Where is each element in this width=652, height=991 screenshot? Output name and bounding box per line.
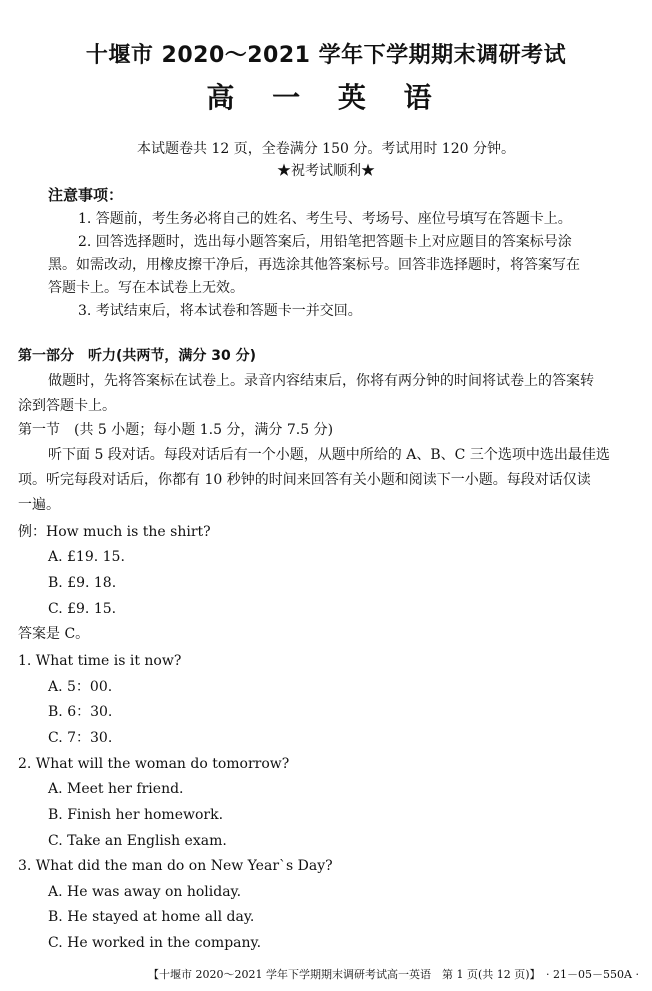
example-question: 例：How much is the shirt? [18, 524, 211, 540]
notice-line-1: 1. 答题前，考生务必将自己的姓名、考生号、考场号、座位号填写在答题卡上。 [78, 211, 572, 227]
example-option-c: C. £9. 15. [48, 601, 117, 617]
question-1-option-a: A. 5：00. [48, 679, 113, 695]
example-option-b: B. £9. 18. [48, 575, 117, 591]
section1-instruction-1: 听下面 5 段对话。每段对话后有一个小题，从题中所给的 A、B、C 三个选项中选出最佳选 [48, 447, 610, 463]
section1-heading: 第一节 (共 5 小题；每小题 1.5 分，满分 7.5 分) [18, 422, 334, 438]
example-option-a: A. £19. 15. [48, 549, 125, 565]
notice-line-3: 黑。如需改动，用橡皮擦干净后，再选涂其他答案标号。回答非选择题时，将答案写在 [48, 257, 580, 273]
question-2: 2. What will the woman do tomorrow? [18, 756, 290, 772]
part1-instruction-2: 涂到答题卡上。 [18, 398, 116, 414]
section1-instruction-3: 一遍。 [18, 497, 60, 513]
notice-line-4: 答题卡上。写在本试卷上无效。 [48, 280, 244, 296]
notice-line-5: 3. 考试结束后，将本试卷和答题卡一并交回。 [78, 303, 362, 319]
question-3: 3. What did the man do on New Year`s Day? [18, 858, 333, 874]
section1-instruction-2: 项。听完每段对话后，你都有 10 秒钟的时间来回答有关小题和阅读下一小题。每段对话仅读 [18, 472, 591, 488]
question-3-option-a: A. He was away on holiday. [48, 884, 242, 900]
example-answer: 答案是 C。 [18, 626, 90, 642]
good-luck-line: ★祝考试顺利★ [277, 163, 375, 179]
notice-heading: 注意事项： [48, 186, 124, 204]
part1-heading: 第一部分 听力(共两节，满分 30 分) [18, 348, 257, 364]
question-3-option-b: B. He stayed at home all day. [48, 909, 255, 925]
question-1-option-b: B. 6：30. [48, 704, 113, 720]
question-2-option-c: C. Take an English exam. [48, 833, 227, 849]
question-1-option-c: C. 7：30. [48, 730, 113, 746]
subject-title: 高 一 英 语 [206, 81, 446, 114]
question-1: 1. What time is it now? [18, 653, 182, 669]
exam-title: 十堰市 2020～2021 学年下学期期末调研考试 [85, 43, 567, 68]
part1-instruction-1: 做题时，先将答案标在试卷上。录音内容结束后，你将有两分钟的时间将试卷上的答案转 [48, 373, 594, 389]
notice-line-2: 2. 回答选择题时，选出每小题答案后，用铅笔把答题卡上对应题目的答案标号涂 [78, 234, 572, 250]
page-footer: 【十堰市 2020～2021 学年下学期期末调研考试高一英语 第 1 页(共 12 页)】 · 21－05－550A · [148, 968, 639, 981]
question-2-option-a: A. Meet her friend. [48, 781, 184, 797]
question-3-option-c: C. He worked in the company. [48, 935, 262, 951]
question-2-option-b: B. Finish her homework. [48, 807, 224, 823]
exam-info: 本试题卷共 12 页，全卷满分 150 分。考试用时 120 分钟。 [137, 141, 515, 157]
